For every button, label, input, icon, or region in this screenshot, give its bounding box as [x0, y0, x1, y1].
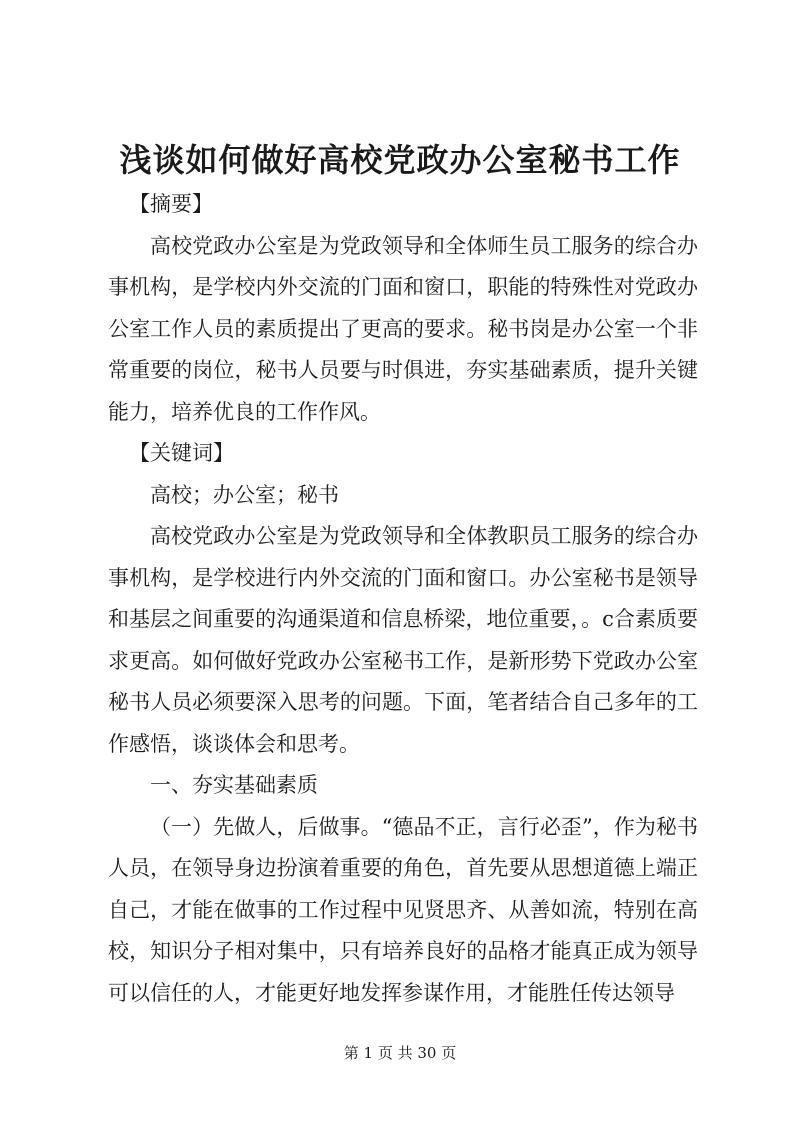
keywords-label: 【关键词】 — [129, 441, 234, 465]
abstract-label: 【摘要】 — [129, 192, 213, 216]
document-title: 浅谈如何做好高校党政办公室秘书工作 — [119, 141, 681, 179]
abstract-paragraph: 高校党政办公室是为党政领导和全体师生员工服务的综合办事机构，是学校内外交流的门面和窗口，职能的特殊性对党政办公室工作人员的素质提出了更高的要求。秘书岗是办公室一个非常重要的岗位，秘书人员要与时俱进，夯实基础素质，提升关键能力，培养优良的工作作风。 — [108, 233, 698, 424]
page-footer: 第 1 页 共 30 页 — [343, 1044, 457, 1062]
keywords-paragraph: 高校；办公室；秘书 — [150, 482, 339, 507]
document-body — [108, 184, 698, 1014]
intro-paragraph: 高校党政办公室是为党政领导和全体教职员工服务的综合办事机构，是学校进行内外交流的门面和窗口。办公室秘书是领导和基层之间重要的沟通渠道和信息桥梁，地位重要，。c合素质要求更高。如何做好党政办公室秘书工作，是新形势下党政办公室秘书人员必须要深入思考的问题。下面，笔者结合自己多年的工作感悟，谈谈体会和思考。 — [108, 524, 698, 756]
section-heading: 一、夯实基础素质 — [150, 773, 318, 797]
section-paragraph: （一）先做人，后做事。“德品不正，言行必歪”，作为秘书人员，在领导身边扮演着重要的角色，首先要从思想道德上端正自己，才能在做事的工作过程中见贤思齐、从善如流，特别在高校，知识分子相对集中，只有培养良好的品格才能真正成为领导可以信任的人，才能更好地发挥参谋作用，才能胜任传达领导 — [108, 814, 698, 1005]
